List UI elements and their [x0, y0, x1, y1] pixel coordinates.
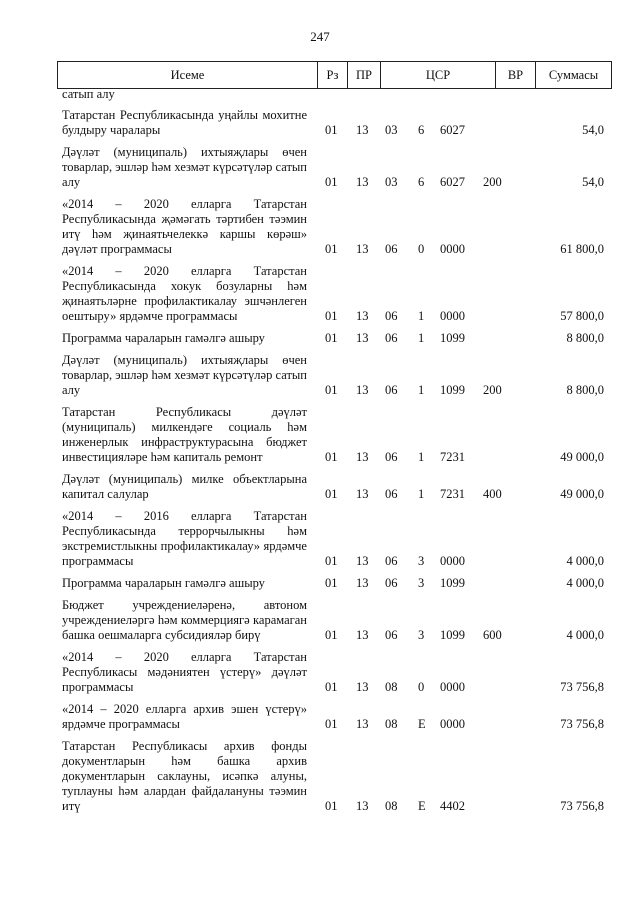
row-sum: 49 000,0	[560, 450, 604, 464]
row-name: «2014 – 2020 елларга архив эшен үстерү» ярдәмче программасы	[62, 702, 307, 731]
table-header	[57, 61, 612, 89]
row-name: «2014 – 2016 елларга Татарстан Республикасында террорчылыкны һәм экстремистлыкны профилактикалау» ярдәмче программасы	[62, 509, 307, 568]
row-vr: 200	[483, 383, 502, 397]
row-pr: 13	[356, 576, 369, 590]
row-csr-part1: 06	[385, 383, 398, 397]
row-csr-part1: 06	[385, 309, 398, 323]
row-csr-part3: 1099	[440, 383, 465, 397]
row-csr-part1: 08	[385, 799, 398, 813]
row-csr-part2: 3	[418, 628, 425, 642]
table-row	[0, 598, 640, 643]
row-sum: 4 000,0	[566, 628, 604, 642]
row-sum: 54,0	[582, 123, 604, 137]
table-row	[0, 702, 640, 732]
row-rz: 01	[325, 175, 338, 189]
row-name: Программа чараларын гамәлгә ашыру	[62, 576, 265, 590]
row-name: Дәүләт (муниципаль) ихтыяҗлары өчен товарлар, эшләр һәм хезмәт күрсәтүләр сатып алу	[62, 353, 307, 397]
row-pr: 13	[356, 487, 369, 501]
row-csr-part3: 1099	[440, 628, 465, 642]
header-sum: Суммасы	[535, 62, 611, 88]
row-rz: 01	[325, 487, 338, 501]
row-sum: 8 800,0	[566, 383, 604, 397]
row-csr-part1: 06	[385, 576, 398, 590]
row-pr: 13	[356, 799, 369, 813]
row-sum: 4 000,0	[566, 554, 604, 568]
table-row	[0, 509, 640, 569]
row-csr-part3: 4402	[440, 799, 465, 813]
row-name: Дәүләт (муниципаль) ихтыяҗлары өчен товарлар, эшләр һәм хезмәт күрсәтүләр сатып алу	[62, 145, 307, 189]
row-pr: 13	[356, 680, 369, 694]
row-rz: 01	[325, 576, 338, 590]
page-number: 247	[310, 29, 330, 44]
row-name: «2014 – 2020 елларга Татарстан Республикасында җәмәгать тәртибен тәэмин итү һәм җинаятьчелеккә каршы көрәш» дәүләт программасы	[62, 197, 307, 256]
row-sum: 73 756,8	[560, 799, 604, 813]
row-pr: 13	[356, 309, 369, 323]
row-sum: 73 756,8	[560, 680, 604, 694]
row-pr: 13	[356, 450, 369, 464]
row-csr-part3: 1099	[440, 576, 465, 590]
row-csr-part2: Е	[418, 799, 426, 813]
row-sum: 49 000,0	[560, 487, 604, 501]
row-csr-part1: 03	[385, 175, 398, 189]
table-row	[0, 264, 640, 324]
row-rz: 01	[325, 383, 338, 397]
row-csr-part2: 6	[418, 175, 425, 189]
header-rz: Рз	[317, 62, 347, 88]
row-csr-part2: 0	[418, 242, 425, 256]
table-row	[0, 353, 640, 398]
row-vr: 600	[483, 628, 502, 642]
row-csr-part3: 0000	[440, 717, 465, 731]
row-csr-part3: 0000	[440, 309, 465, 323]
row-rz: 01	[325, 450, 338, 464]
row-csr-part2: 1	[418, 383, 425, 397]
row-sum: 54,0	[582, 175, 604, 189]
row-sum: 8 800,0	[566, 331, 604, 345]
table-row	[0, 650, 640, 695]
row-rz: 01	[325, 554, 338, 568]
row-csr-part3: 6027	[440, 123, 465, 137]
row-pr: 13	[356, 717, 369, 731]
row-csr-part3: 7231	[440, 487, 465, 501]
row-rz: 01	[325, 799, 338, 813]
row-rz: 01	[325, 717, 338, 731]
row-pr: 13	[356, 123, 369, 137]
row-csr-part1: 06	[385, 487, 398, 501]
table-row	[0, 331, 640, 346]
row-csr-part3: 0000	[440, 554, 465, 568]
row-name: Татарстан Республикасы дәүләт (муниципаль) милкендәге социаль һәм инженерлык инфраструктурасына бюджет инвестицияләре һәм капиталь ремонт	[62, 405, 307, 464]
row-csr-part3: 0000	[440, 242, 465, 256]
row-vr: 400	[483, 487, 502, 501]
row-csr-part1: 03	[385, 123, 398, 137]
row-csr-part3: 0000	[440, 680, 465, 694]
table-row	[0, 739, 640, 814]
row-rz: 01	[325, 242, 338, 256]
row-rz: 01	[325, 123, 338, 137]
row-name: Дәүләт (муниципаль) милке объектларына капитал салулар	[62, 472, 307, 501]
row-csr-part1: 06	[385, 554, 398, 568]
table-body	[0, 108, 640, 821]
row-sum: 73 756,8	[560, 717, 604, 731]
row-csr-part3: 1099	[440, 331, 465, 345]
row-csr-part1: 08	[385, 717, 398, 731]
row-name: Программа чараларын гамәлгә ашыру	[62, 331, 265, 345]
table-row	[0, 108, 640, 138]
header-pr: ПР	[347, 62, 380, 88]
row-sum: 4 000,0	[566, 576, 604, 590]
row-csr-part2: 6	[418, 123, 425, 137]
row-name: Бюджет учреждениеләренә, автоном учреждениеләргә һәм коммерциягә карамаган башка оешмаларга субсидияләр бирү	[62, 598, 307, 642]
row-name: Татарстан Республикасында уңайлы мохитне булдыру чаралары	[62, 108, 307, 137]
row-csr-part2: 1	[418, 331, 425, 345]
row-name: «2014 – 2020 елларга Татарстан Республикасында хокук бозуларны һәм җинаятьләрне профилактикалау эшчәнлеген оештыру» ярдәмче программасы	[62, 264, 307, 323]
row-pr: 13	[356, 175, 369, 189]
header-csr: ЦСР	[380, 62, 495, 88]
row-rz: 01	[325, 680, 338, 694]
row-csr-part2: Е	[418, 717, 426, 731]
row-rz: 01	[325, 628, 338, 642]
row-csr-part2: 1	[418, 487, 425, 501]
row-pr: 13	[356, 331, 369, 345]
header-name: Исеме	[170, 67, 205, 82]
table-row	[0, 472, 640, 502]
row-csr-part2: 0	[418, 680, 425, 694]
row-csr-part1: 06	[385, 628, 398, 642]
row-pr: 13	[356, 554, 369, 568]
row-csr-part1: 06	[385, 242, 398, 256]
row-name: «2014 – 2020 елларга Татарстан Республикасы мәдәниятен үстерү» дәүләт программасы	[62, 650, 307, 694]
row-csr-part1: 08	[385, 680, 398, 694]
row-pr: 13	[356, 628, 369, 642]
row-sum: 57 800,0	[560, 309, 604, 323]
continued-text: сатып алу	[62, 87, 115, 101]
row-csr-part1: 06	[385, 331, 398, 345]
row-rz: 01	[325, 309, 338, 323]
row-csr-part1: 06	[385, 450, 398, 464]
row-sum: 61 800,0	[560, 242, 604, 256]
row-pr: 13	[356, 242, 369, 256]
row-name: Татарстан Республикасы архив фонды документларын һәм башка архив документларын саклауны, исәпкә алуны, туплауны һәм алардан файдалануны тәэмин итү	[62, 739, 307, 813]
row-vr: 200	[483, 175, 502, 189]
row-csr-part2: 3	[418, 576, 425, 590]
row-csr-part3: 7231	[440, 450, 465, 464]
row-csr-part2: 3	[418, 554, 425, 568]
header-vr: ВР	[495, 62, 535, 88]
row-csr-part2: 1	[418, 309, 425, 323]
table-row	[0, 145, 640, 190]
table-row	[0, 405, 640, 465]
row-csr-part3: 6027	[440, 175, 465, 189]
row-csr-part2: 1	[418, 450, 425, 464]
row-pr: 13	[356, 383, 369, 397]
row-rz: 01	[325, 331, 338, 345]
table-row	[0, 576, 640, 591]
table-row	[0, 197, 640, 257]
